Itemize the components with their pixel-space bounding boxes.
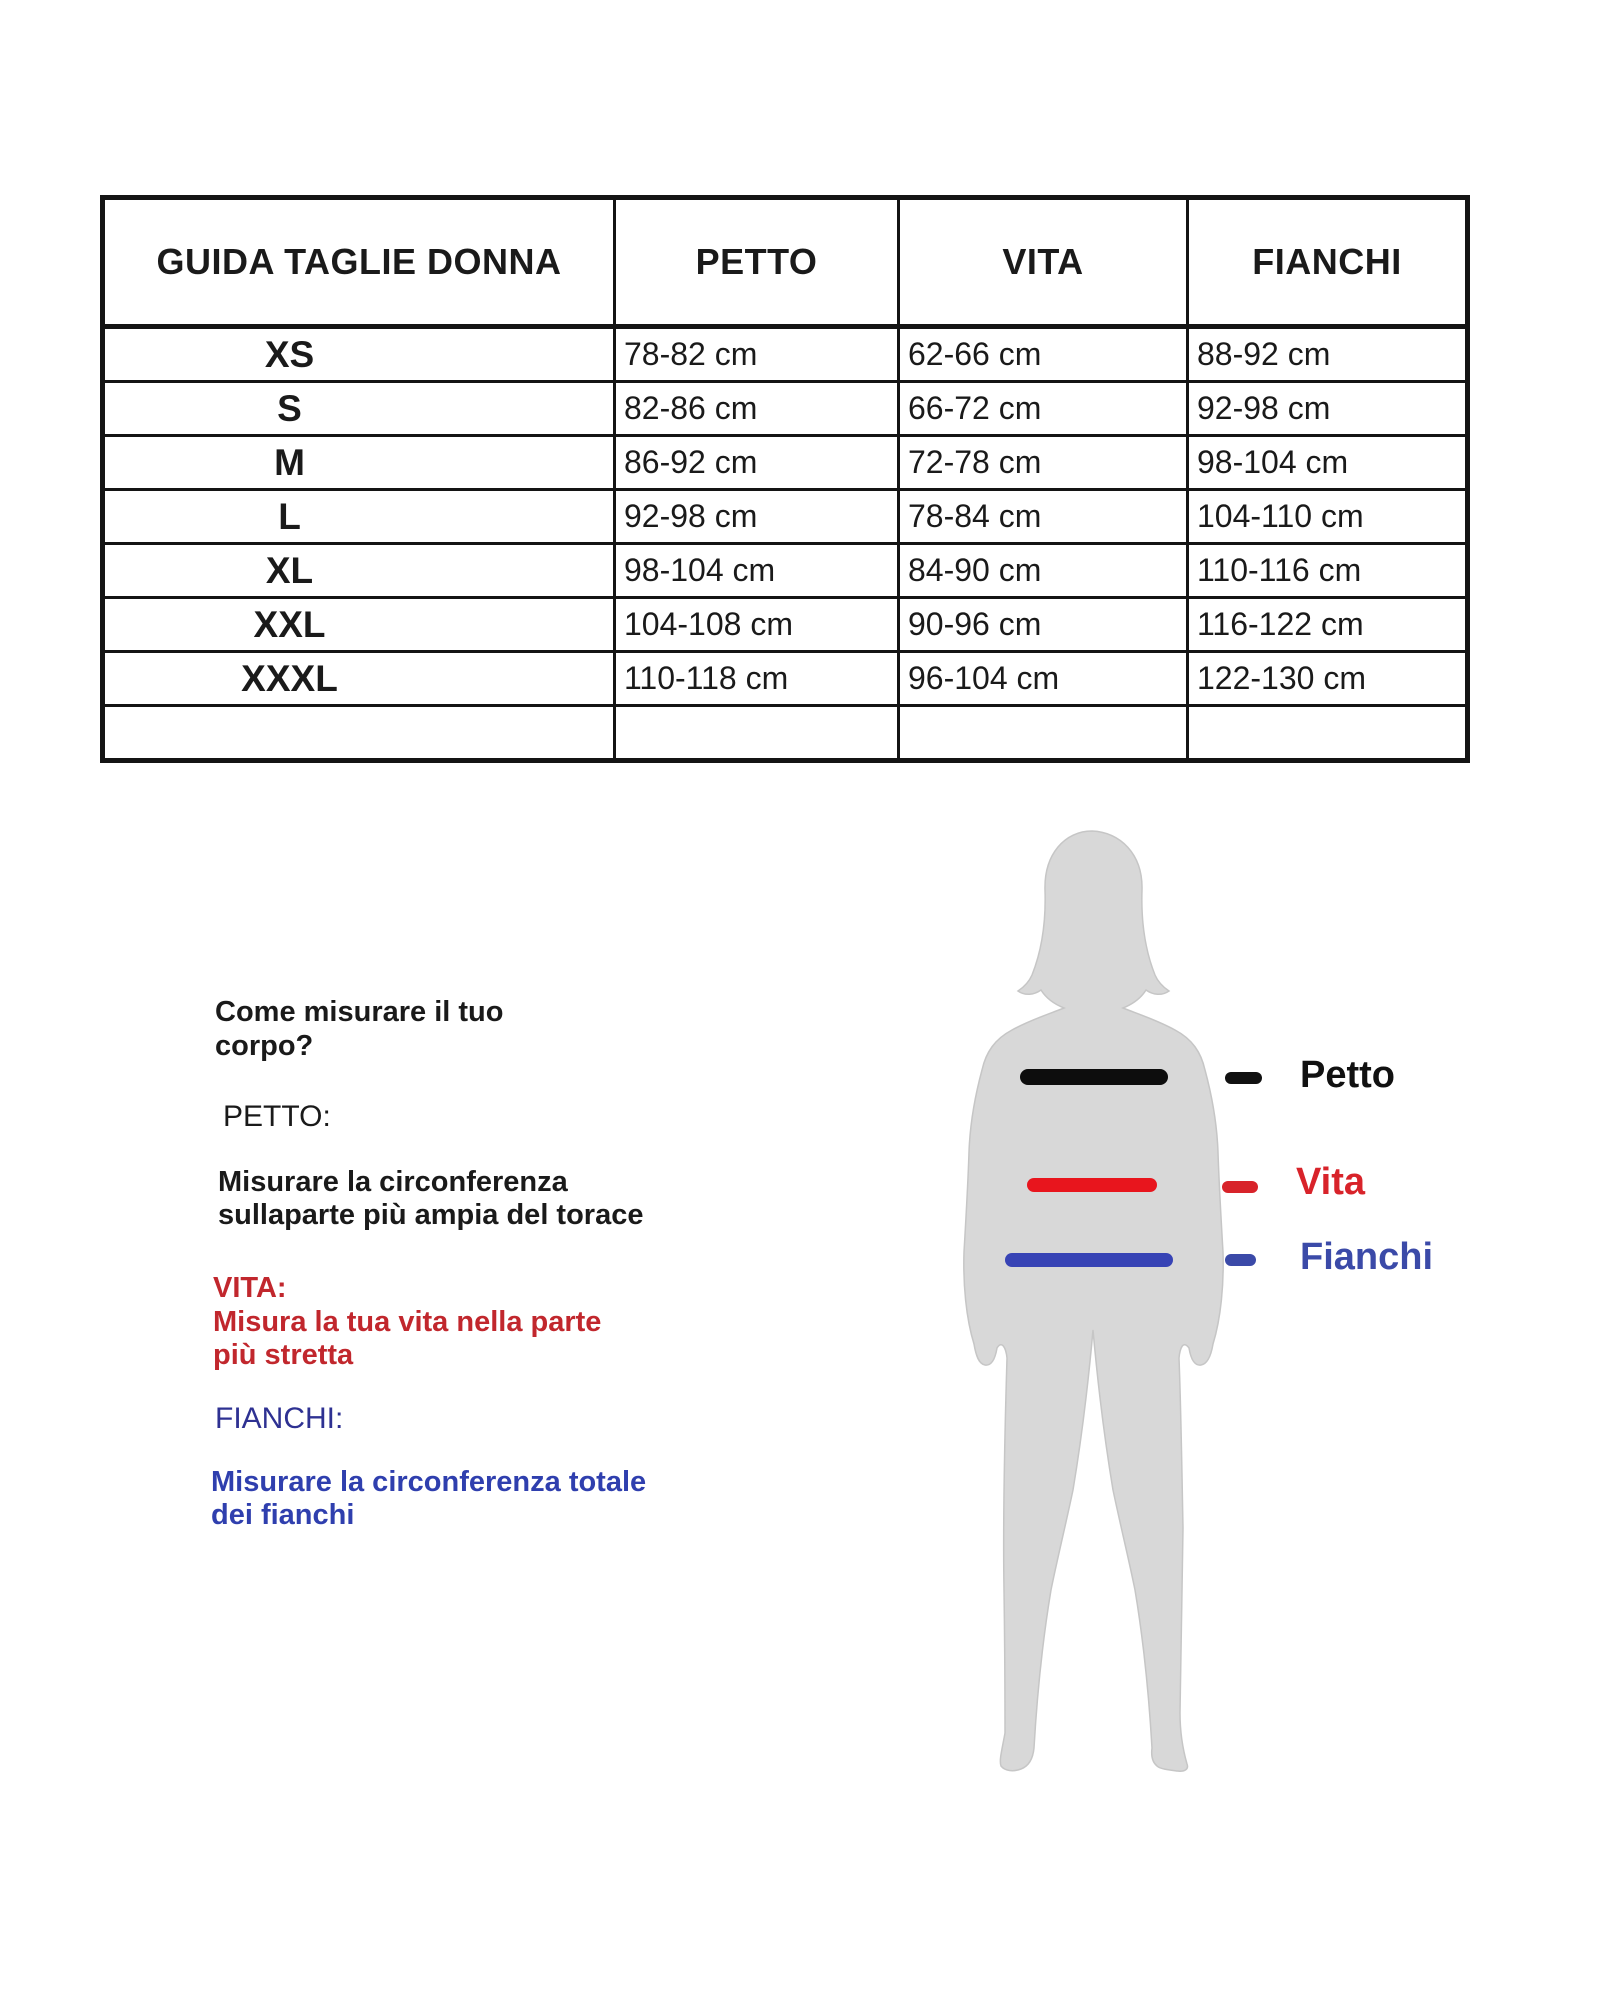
- hips-cell: 122-130 cm: [1188, 652, 1468, 706]
- hips-cell: 116-122 cm: [1188, 598, 1468, 652]
- fianchi-text-line: Misurare la circonferenza totale: [211, 1466, 647, 1498]
- woman-silhouette: [955, 828, 1230, 1780]
- waist-cell: 66-72 cm: [899, 382, 1188, 436]
- hips-measure-band: [1005, 1253, 1173, 1267]
- table-row: [103, 598, 1468, 652]
- hips-cell: 88-92 cm: [1188, 327, 1468, 382]
- waist-measure-band: [1027, 1178, 1157, 1192]
- hips-cell: 92-98 cm: [1188, 382, 1468, 436]
- header-chest: PETTO: [615, 198, 899, 327]
- header-hips: FIANCHI: [1188, 198, 1468, 327]
- petto-section-label: PETTO:: [223, 1100, 331, 1133]
- fianchi-section-label: FIANCHI:: [215, 1402, 344, 1435]
- size-cell: XXL: [103, 598, 615, 652]
- petto-section-text: [218, 1166, 643, 1232]
- chest-cell: [615, 706, 899, 761]
- size-cell: XL: [103, 544, 615, 598]
- chest-cell: 98-104 cm: [615, 544, 899, 598]
- petto-dash-icon: [1225, 1072, 1262, 1084]
- chest-cell: 82-86 cm: [615, 382, 899, 436]
- waist-cell: 62-66 cm: [899, 327, 1188, 382]
- size-guide-table: [100, 195, 1470, 763]
- table-row-empty: [103, 706, 1468, 761]
- legend-label-petto: Petto: [1300, 1054, 1395, 1096]
- size-cell: [103, 706, 615, 761]
- vita-section-text: [213, 1306, 601, 1372]
- fianchi-dash-icon: [1225, 1254, 1256, 1266]
- petto-text-line: sullaparte più ampia del torace: [218, 1199, 644, 1231]
- chest-measure-band: [1020, 1069, 1168, 1085]
- table-header-row: [103, 198, 1468, 327]
- fianchi-text-line: dei fianchi: [211, 1499, 355, 1531]
- fianchi-section-text: [211, 1466, 646, 1532]
- vita-text-line: più stretta: [213, 1339, 354, 1371]
- waist-cell: 78-84 cm: [899, 490, 1188, 544]
- size-cell: XS: [103, 327, 615, 382]
- chest-cell: 86-92 cm: [615, 436, 899, 490]
- table-row: [103, 490, 1468, 544]
- hips-cell: 110-116 cm: [1188, 544, 1468, 598]
- table-row: [103, 652, 1468, 706]
- table-row: [103, 382, 1468, 436]
- petto-text-line: Misurare la circonferenza: [218, 1166, 568, 1198]
- title-line: Come misurare il tuo: [215, 996, 504, 1028]
- table-row: [103, 544, 1468, 598]
- header-waist: VITA: [899, 198, 1188, 327]
- waist-cell: [899, 706, 1188, 761]
- size-cell: L: [103, 490, 615, 544]
- legend-label-fianchi: Fianchi: [1300, 1236, 1434, 1278]
- chest-cell: 78-82 cm: [615, 327, 899, 382]
- hips-cell: [1188, 706, 1468, 761]
- table-row: [103, 327, 1468, 382]
- title-line: corpo?: [215, 1030, 314, 1062]
- vita-text-line: Misura la tua vita nella parte: [213, 1306, 602, 1338]
- size-cell: XXXL: [103, 652, 615, 706]
- waist-cell: 84-90 cm: [899, 544, 1188, 598]
- chest-cell: 110-118 cm: [615, 652, 899, 706]
- chest-cell: 92-98 cm: [615, 490, 899, 544]
- legend-label-vita: Vita: [1296, 1161, 1366, 1203]
- size-cell: M: [103, 436, 615, 490]
- vita-section-label: VITA:: [213, 1272, 287, 1304]
- waist-cell: 90-96 cm: [899, 598, 1188, 652]
- waist-cell: 72-78 cm: [899, 436, 1188, 490]
- how-to-measure-title: [215, 995, 503, 1063]
- vita-dash-icon: [1222, 1181, 1258, 1193]
- table-row: [103, 436, 1468, 490]
- size-cell: S: [103, 382, 615, 436]
- hips-cell: 98-104 cm: [1188, 436, 1468, 490]
- header-guide: GUIDA TAGLIE DONNA: [103, 198, 615, 327]
- hips-cell: 104-110 cm: [1188, 490, 1468, 544]
- chest-cell: 104-108 cm: [615, 598, 899, 652]
- waist-cell: 96-104 cm: [899, 652, 1188, 706]
